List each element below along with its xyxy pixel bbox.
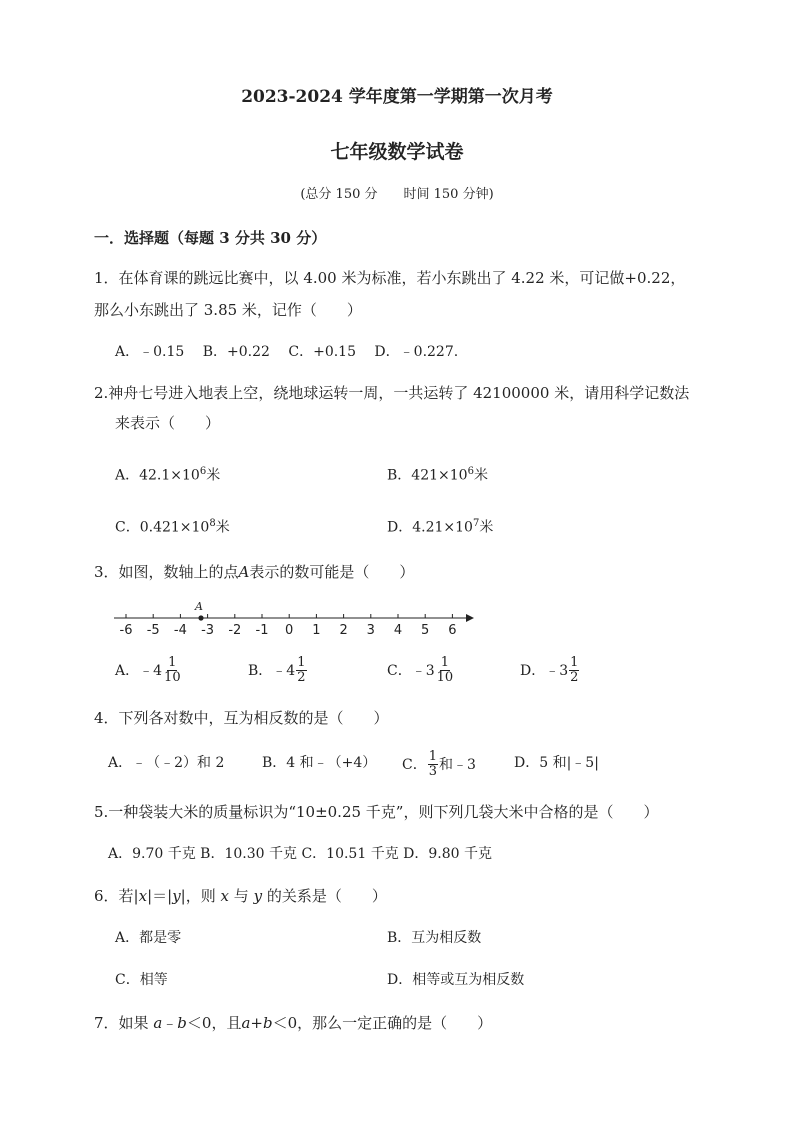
q6-stem-post: 的关系是（ ） [266, 887, 387, 905]
q4-option-c [402, 750, 476, 780]
q4-option-a: A．﹣（﹣2）和 2 [108, 755, 225, 771]
q3-b-whole: ﹣4 [272, 662, 296, 679]
q2-option-d [387, 519, 493, 535]
q6-option-a: A．都是零 [115, 930, 182, 946]
q4-c-fraction [428, 750, 438, 780]
q6-stem [94, 889, 387, 904]
q4-c-label: C． [402, 756, 427, 773]
q2-option-c [115, 519, 230, 535]
q2-a-exp: 6 [199, 466, 207, 477]
q3-d-label: D． [520, 662, 546, 679]
time-limit: 时间 150 分钟) [403, 187, 494, 202]
q7-var-a1: a [153, 1014, 163, 1032]
q6-stem-pre: 6．若| [94, 887, 139, 905]
q7-plus: + [250, 1014, 263, 1032]
q2-c-exp: 8 [209, 518, 216, 529]
q6-option-d: D．相等或互为相反数 [387, 972, 525, 988]
q5-options: A．9.70 千克 B．10.30 千克 C．10.51 千克 D．9.80 千克 [108, 846, 492, 862]
exam-subtitle: 七年级数学试卷 [330, 141, 464, 163]
q3-option-d [520, 656, 580, 686]
number-line-tick-label: -4 [173, 623, 187, 638]
q3-c-whole: ﹣3 [411, 662, 435, 679]
q2-d-exp: 7 [472, 518, 480, 529]
q3-a-label: A． [115, 662, 140, 679]
q2-c-base: C．0.421×10 [115, 519, 210, 536]
number-line-tick-label: 1 [312, 623, 321, 638]
q6-var-y1: y [172, 887, 181, 905]
q4-option-d: D．5 和|﹣5| [514, 755, 599, 771]
q4-option-b: B．4 和﹣（+4） [262, 755, 377, 771]
q3-b-den: 2 [297, 670, 306, 686]
q2-option-b [387, 467, 488, 483]
q7-var-b1: b [177, 1014, 187, 1032]
q3-c-den: 10 [436, 670, 454, 686]
q1-line2: 那么小东跳出了 3.85 米，记作（ ） [94, 301, 362, 319]
q4-stem: 4．下列各对数中，互为相反数的是（ ） [94, 709, 389, 727]
q3-c-num: 1 [440, 655, 450, 670]
q1-line1: 1．在体育课的跳远比赛中，以 4.00 米为标准，若小东跳出了 4.22 米，可记做+0.22， [94, 269, 686, 287]
number-line-tick-label: -5 [146, 623, 160, 638]
q6-var-x1: x [138, 887, 148, 905]
q4-c-rest: 和﹣3 [439, 756, 476, 773]
q2-a-unit: 米 [206, 467, 221, 484]
q2-a-base: A．42.1×10 [115, 467, 200, 484]
exam-title: 2023-2024 学年度第一学期第一次月考 [241, 87, 553, 107]
q7-cond1: ＜0，且 [186, 1014, 242, 1032]
q2-c-unit: 米 [215, 519, 230, 536]
section-heading: 一．选择题（每题 3 分共 30 分） [94, 229, 327, 247]
q6-var-y2: y [253, 887, 263, 905]
q6-mid: |＝| [147, 887, 173, 905]
q3-d-num: 1 [570, 655, 579, 670]
q3-c-fraction [436, 656, 455, 686]
q3-a-num: 1 [168, 655, 177, 670]
total-score: (总分 150 分 [300, 187, 378, 202]
q2-b-unit: 米 [473, 467, 488, 484]
q7-stem [94, 1016, 492, 1031]
number-line-tick-label: -1 [255, 623, 269, 638]
q3-b-fraction [296, 656, 306, 686]
q3-a-whole: ﹣4 [139, 662, 163, 679]
q6-option-b: B．互为相反数 [387, 930, 482, 946]
q3-d-den: 2 [570, 670, 579, 686]
q3-d-fraction [569, 656, 579, 686]
q7-var-a2: a [241, 1014, 251, 1032]
q3-stem-pre: 3．如图，数轴上的点 [94, 563, 239, 581]
q3-d-whole: ﹣3 [545, 662, 569, 679]
q3-a-fraction [163, 656, 182, 686]
q2-option-a [115, 467, 220, 483]
q7-minus: ﹣ [162, 1014, 178, 1032]
q7-post: ＜0，那么一定正确的是（ ） [272, 1014, 493, 1032]
q2-b-base: B．421×10 [387, 467, 468, 484]
point-a-dot [198, 615, 203, 620]
q7-var-b2: b [262, 1014, 273, 1032]
number-line-tick-label: -3 [201, 623, 215, 638]
q2-line1: 2.神舟七号进入地表上空，绕地球运转一周，一共运转了 42100000 米，请用科学记数法 [94, 384, 690, 402]
number-line-tick-label: -2 [228, 623, 242, 638]
q2-b-exp: 6 [467, 466, 474, 477]
q2-d-unit: 米 [479, 519, 494, 536]
q2-d-base: D．4.21×10 [387, 519, 473, 536]
q3-b-label: B． [248, 662, 273, 679]
q1-options: A．﹣0.15 B．+0.22 C．+0.15 D．﹣0.227. [115, 344, 459, 360]
q4-c-den: 3 [428, 764, 437, 780]
number-line-tick-label: 4 [393, 623, 403, 638]
number-line-tick-label: 6 [448, 623, 457, 638]
q3-option-a [115, 656, 183, 686]
q3-option-c [387, 656, 455, 686]
q3-option-b [248, 656, 308, 686]
exam-info [0, 188, 794, 201]
q3-a-den: 10 [164, 670, 181, 686]
q7-pre: 7．如果 [94, 1014, 149, 1032]
q3-c-label: C． [387, 662, 412, 679]
number-line-tick-label: 0 [285, 623, 294, 638]
q5-stem: 5.一种袋装大米的质量标识为“10±0.25 千克”，则下列几袋大米中合格的是（ ） [94, 803, 659, 821]
q2-line2: 来表示（ ） [115, 414, 221, 432]
q3-stem [94, 565, 414, 580]
q6-stem-mid2: |，则 [180, 887, 216, 905]
number-line-tick-label: 2 [339, 623, 348, 638]
q4-c-num: 1 [428, 749, 437, 764]
number-line [110, 598, 480, 640]
q3-stem-var: A [238, 563, 250, 581]
q6-and: 与 [233, 887, 249, 905]
q6-var-x2: x [220, 887, 229, 905]
number-line-tick-label: 3 [366, 623, 375, 638]
number-line-tick-label: -6 [119, 623, 133, 638]
number-line-tick-label: 5 [421, 623, 430, 638]
q3-stem-post: 表示的数可能是（ ） [249, 563, 415, 581]
q6-option-c: C．相等 [115, 972, 168, 988]
number-line-arrow [466, 614, 474, 622]
point-a-label: A [195, 600, 203, 613]
q3-b-num: 1 [297, 655, 306, 670]
